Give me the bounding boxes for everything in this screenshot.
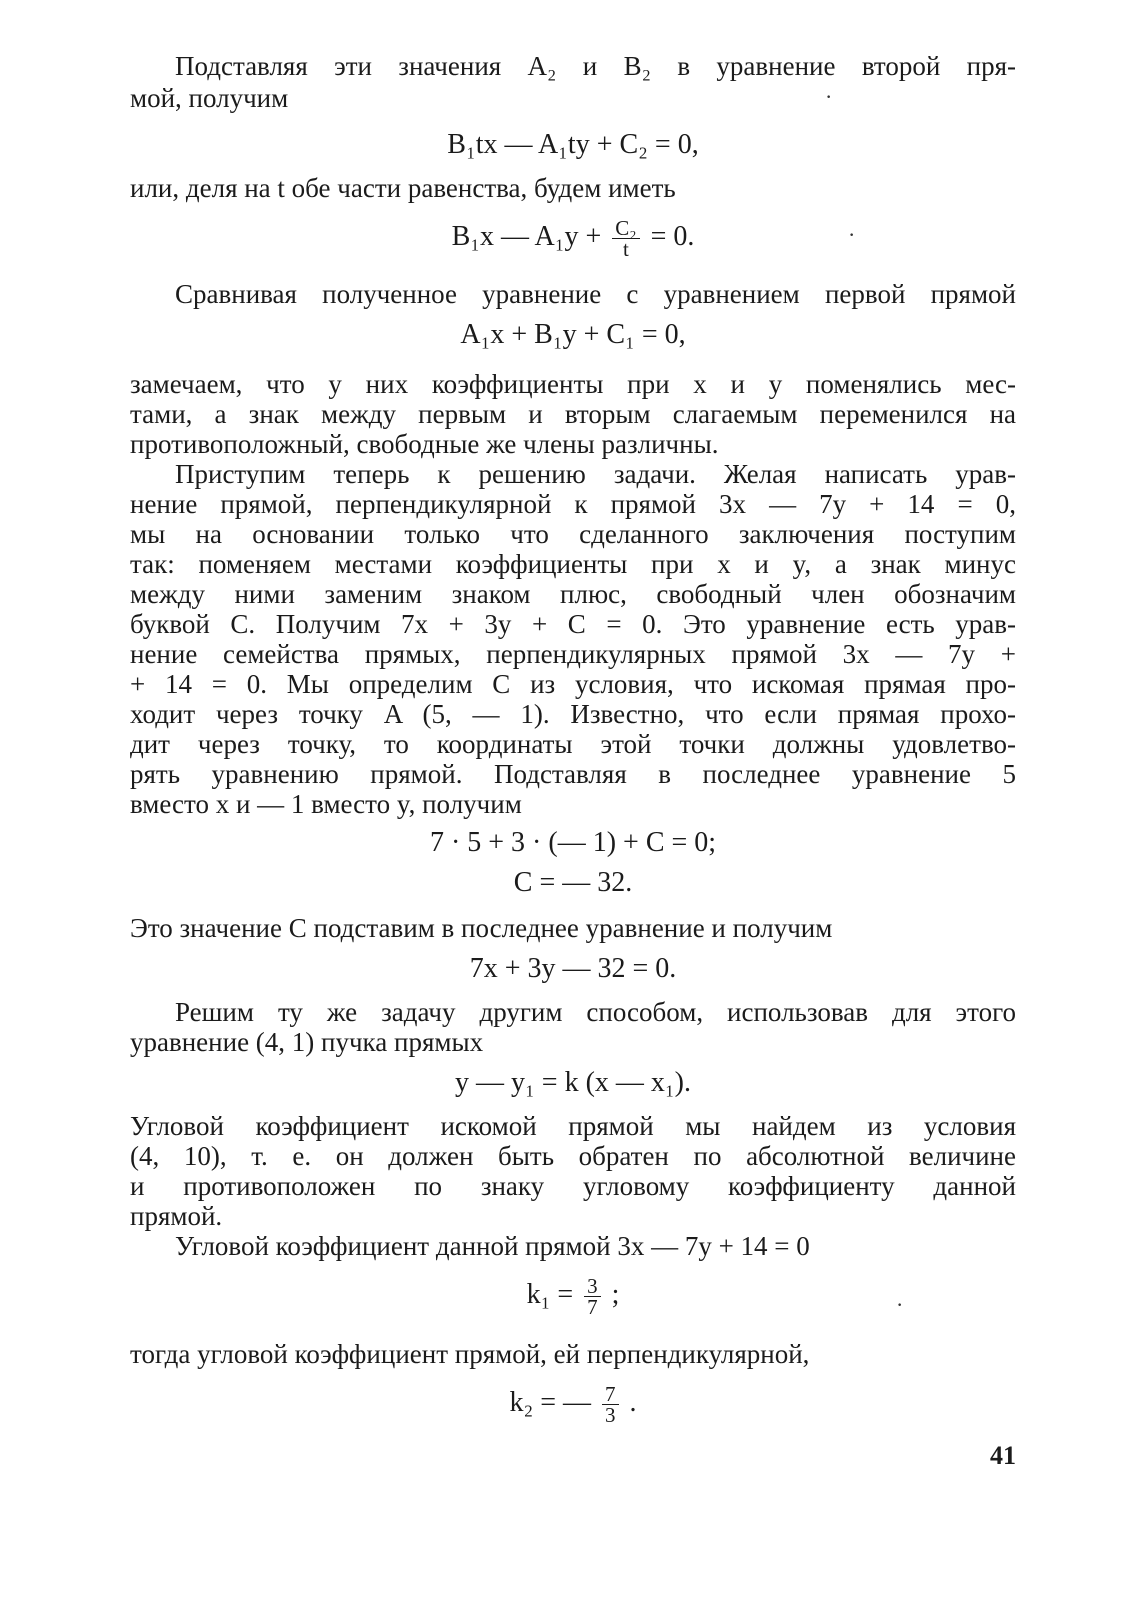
text-line: ходит через точку A (5, — 1). Известно, что если прямая прохо- <box>130 699 1016 729</box>
text-line: или, деля на t обе части равенства, будем иметь <box>130 173 676 203</box>
text-line: Приступим теперь к решению задачи. Желая написать урав- <box>175 459 1016 489</box>
equation-fraction <box>130 1276 1016 1317</box>
fraction-denominator: 3 <box>605 1403 616 1427</box>
text-line: мы на основании только что сделанного заключения поступим <box>130 519 1016 549</box>
fraction-denominator: 7 <box>587 1295 598 1319</box>
fraction-numerator: C₂ <box>612 218 639 239</box>
ink-speck: · <box>896 1292 904 1317</box>
text-line: противоположный, свободные же члены различны. <box>130 429 719 459</box>
text-line: (4, 10), т. е. он должен быть обратен по абсолютной величине <box>130 1141 1016 1171</box>
equation: 7 · 5 + 3 · (— 1) + C = 0; <box>429 827 717 858</box>
equation-fraction <box>130 1384 1016 1425</box>
text-line: Угловой коэффициент данной прямой 3x — 7y + 14 = 0 <box>175 1231 810 1261</box>
fraction <box>602 1384 619 1425</box>
ink-speck: · <box>848 222 856 247</box>
text-line: дит через точку, то координаты этой точки должны удовлетво- <box>130 729 1016 759</box>
equation: 7x + 3y — 32 = 0. <box>469 953 677 984</box>
ink-speck: · <box>825 84 833 109</box>
text-line: замечаем, что у них коэффициенты при x и y поменялись мес- <box>130 369 1016 399</box>
equation-right: = 0. <box>650 220 695 252</box>
equation-left: B₁x — A₁y + <box>451 220 602 252</box>
equation: B₁tx — A₁ty + C₂ = 0, <box>447 129 699 160</box>
text-line: нение прямой, перпендикулярной к прямой 3x — 7y + 14 = 0, <box>130 489 1016 519</box>
text-line: тогда угловой коэффициент прямой, ей перпендикулярной, <box>130 1339 810 1369</box>
equation: A₁x + B₁y + C₁ = 0, <box>460 319 686 350</box>
fraction-denominator: t <box>623 237 629 261</box>
text-line: нение семейства прямых, перпендикулярных прямой 3x — 7y + <box>130 639 1016 669</box>
text-line: буквой C. Получим 7x + 3y + C = 0. Это уравнение есть урав- <box>130 609 1016 639</box>
text-line: вместо x и — 1 вместо y, получим <box>130 789 522 819</box>
text-line: Подставляя эти значения A₂ и B₂ в уравнение второй пря- <box>175 51 1016 81</box>
equation-right: . <box>629 1386 637 1418</box>
text-line: и противоположен по знаку угловому коэффициенту данной <box>130 1171 1016 1201</box>
page-number: 41 <box>990 1441 1016 1470</box>
text-line: тами, а знак между первым и вторым слагаемым переменился на <box>130 399 1016 429</box>
text-line: рять уравнению прямой. Подставляя в последнее уравнение 5 <box>130 759 1016 789</box>
text-line: Угловой коэффициент искомой прямой мы найдем из условия <box>130 1111 1016 1141</box>
text-line: Сравнивая полученное уравнение с уравнением первой прямой <box>175 279 1016 309</box>
text-line: уравнение (4, 1) пучка прямых <box>130 1027 484 1057</box>
equation-fraction <box>130 218 1016 259</box>
fraction-numerator: 7 <box>602 1384 619 1405</box>
text-line: мой, получим <box>130 83 289 113</box>
equation-right: ; <box>611 1278 620 1310</box>
text-line: + 14 = 0. Мы определим C из условия, что искомая прямая про- <box>130 669 1016 699</box>
equation-left: k₁ = <box>526 1278 574 1310</box>
text-line: между ними заменим знаком плюс, свободный член обозначим <box>130 579 1016 609</box>
fraction <box>612 218 639 259</box>
fraction-numerator: 3 <box>584 1276 601 1297</box>
text-line: Решим ту же задачу другим способом, использовав для этого <box>175 997 1016 1027</box>
text-line: прямой. <box>130 1201 223 1231</box>
equation: C = — 32. <box>513 867 633 898</box>
text-line: так: поменяем местами коэффициенты при x и y, а знак минус <box>130 549 1016 579</box>
text-line: Это значение C подставим в последнее уравнение и получим <box>130 913 833 943</box>
fraction <box>584 1276 601 1317</box>
equation: y — y₁ = k (x — x₁). <box>455 1067 691 1098</box>
equation-left: k₂ = — <box>509 1386 592 1418</box>
